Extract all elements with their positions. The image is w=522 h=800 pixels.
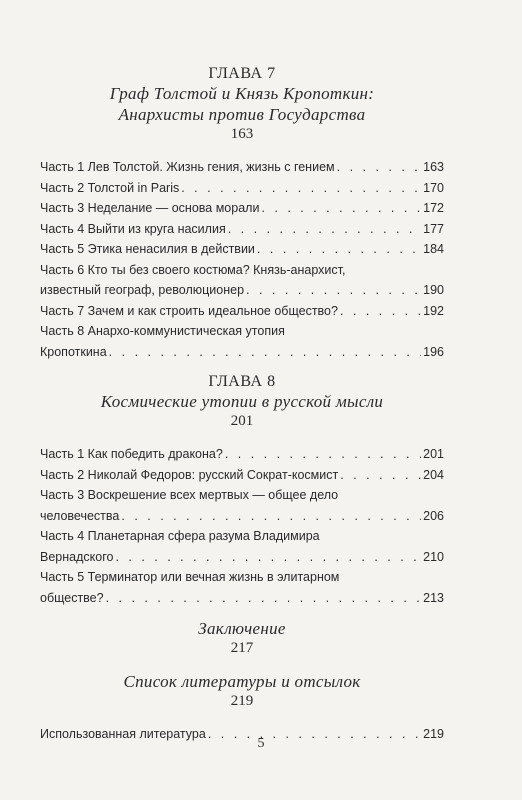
toc-entry-page: 184 [423,242,444,256]
leader-dots [257,239,421,260]
toc-entry-page: 170 [423,180,444,195]
toc-entry-page: 177 [423,221,444,236]
leader-dots [337,157,422,178]
page-number: 5 [257,736,265,751]
toc-entry-multiline[interactable] [40,321,444,362]
toc-entry-title: человечества [40,508,120,523]
leader-dots [115,547,421,568]
toc-entry[interactable] [40,198,444,219]
leader-dots [106,588,422,609]
toc-entry-title: Часть 2 Толстой in Paris [40,180,180,195]
toc-entry-page: 219 [423,727,444,741]
toc-entry-multiline[interactable] [40,526,444,567]
toc-entry[interactable] [40,219,444,240]
chapter-8-heading [40,372,444,430]
toc-entry-page: 206 [423,508,444,523]
toc-entry-multiline[interactable] [40,485,444,526]
leader-dots [121,506,421,527]
toc-entry-title: Часть 5 Этика ненасилия в действии [40,242,255,256]
toc-entry-title: Часть 3 Неделание — основа морали [40,201,260,215]
chapter-page-number: 163 [230,126,254,142]
section-title: Заключение [198,619,286,638]
toc-entry-page: 163 [423,160,444,174]
chapter-7-entries [40,157,444,362]
leader-dots [228,219,421,240]
toc-entry[interactable] [40,239,444,260]
toc-entry[interactable] [40,465,444,486]
toc-entry-title: Часть 1 Как победить дракона? [40,447,223,461]
toc-entry[interactable] [40,178,444,199]
toc-entry-title: Кропоткина [40,344,107,359]
toc-entry-page: 190 [423,283,444,297]
leader-dots [246,280,421,301]
section-page-number: 219 [230,693,254,709]
leader-dots [225,444,421,465]
toc-entry-title-line1: Часть 8 Анархо-коммунистическая утопия [40,324,285,338]
toc-entry-title: Часть 7 Зачем и как строить идеальное общество? [40,303,338,318]
chapter-label: ГЛАВА 8 [208,373,276,390]
toc-entry-title-line1: Часть 3 Воскрешение всех мертвых — общее дело [40,488,339,502]
toc-entry-title: Вернадского [40,549,114,564]
table-of-contents [40,64,444,745]
conclusion-heading[interactable] [40,618,444,657]
toc-entry-page: 213 [423,590,444,605]
chapter-7-heading [40,64,444,143]
toc-entry[interactable] [40,444,444,465]
toc-entry[interactable] [40,301,444,322]
chapter-title: Граф Толстой и Князь Кропоткин: [109,84,375,103]
toc-entry-title-line1: Часть 4 Планетарная сфера разума Владимира [40,529,320,543]
toc-entry-title: Часть 2 Николай Федоров: русский Сократ-космист [40,467,339,482]
toc-entry-page: 204 [423,467,444,482]
chapter-8-entries [40,444,444,608]
chapter-label: ГЛАВА 7 [208,65,276,82]
toc-entry-multiline[interactable] [40,567,444,608]
leader-dots [261,198,421,219]
toc-entry-page: 210 [423,549,444,564]
section-title: Список литературы и отсылок [123,672,361,691]
toc-entry-page: 192 [423,303,444,318]
leader-dots [340,465,421,486]
toc-entry-title: известный географ, революционер [40,283,245,297]
toc-entry-title: Часть 4 Выйти из круга насилия [40,221,226,236]
toc-entry-page: 201 [423,447,444,461]
chapter-title: Космические утопии в русской мысли [100,392,384,411]
toc-entry-multiline[interactable] [40,260,444,301]
chapter-title: Анархисты против Государства [118,105,366,124]
toc-entry-page: 196 [423,344,444,359]
references-heading [40,671,444,710]
toc-entry[interactable] [40,157,444,178]
leader-dots [340,301,421,322]
toc-entry-title-line1: Часть 6 Кто ты без своего костюма? Князь-анархист, [40,262,346,277]
leader-dots [109,342,421,363]
chapter-page-number: 201 [230,413,254,429]
toc-entry-page: 172 [423,201,444,215]
toc-entry-title: обществе? [40,590,104,605]
leader-dots [181,178,421,199]
section-page-number: 217 [230,640,254,656]
toc-entry-title: Использованная литература [40,727,206,741]
toc-entry-title-line1: Часть 5 Терминатор или вечная жизнь в элитарном [40,570,340,584]
toc-entry-title: Часть 1 Лев Толстой. Жизнь гения, жизнь с гением [40,160,335,174]
